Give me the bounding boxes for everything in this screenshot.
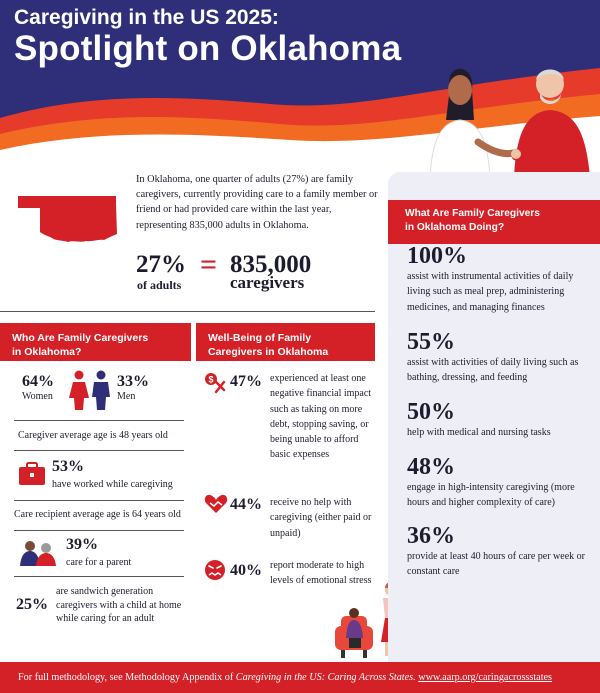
divider: [14, 530, 184, 531]
worked-percent: 53%: [52, 458, 84, 475]
men-percent: 33%: [117, 373, 149, 390]
stress-percent: 40%: [230, 562, 262, 579]
sandwich-label: are sandwich generation caregivers with a child at home while caring for an adult: [56, 586, 182, 624]
doing-heading-line2: in Oklahoma Doing?: [405, 222, 505, 233]
stress-label: report moderate to high levels of emotional stress: [270, 560, 372, 587]
men-label: Men: [117, 391, 136, 402]
report-title: Caregiving in the US: Caring Across States.: [235, 672, 416, 683]
doing-percent: 50%: [407, 399, 455, 425]
women-label: Women: [22, 391, 53, 402]
financial-impact-label: experienced at least one negative financial impact such as taking on more debt, stopping saving, or being unable to afford basic expenses: [270, 373, 372, 461]
svg-text:$: $: [208, 374, 214, 385]
doing-label: provide at least 40 hours of care per week or constant care: [407, 551, 585, 578]
adults-percent: 27%: [136, 251, 186, 278]
briefcase-icon: [18, 462, 46, 486]
doing-label: engage in high-intensity caregiving (more hours and higher complexity of care): [407, 482, 575, 509]
doing-percent: 36%: [407, 523, 455, 549]
doing-percent: 55%: [407, 329, 455, 355]
footer: [0, 662, 600, 693]
who-heading-line1: Who Are Family Caregivers: [12, 332, 149, 344]
parent-care-icon: [18, 540, 60, 566]
wellbeing-heading-line2: Caregivers in Oklahoma: [208, 346, 329, 358]
no-help-icon: [204, 494, 228, 514]
women-percent: 64%: [22, 373, 54, 390]
wellbeing-section-heading: [196, 323, 375, 361]
sandwich-percent: 25%: [16, 596, 48, 613]
equals-sign: =: [200, 248, 218, 281]
doing-label: assist with instrumental activities of daily living such as meal prep, administering medicines, and managing finances: [407, 271, 574, 313]
divider: [14, 500, 184, 501]
divider: [14, 576, 184, 577]
divider: [14, 450, 184, 451]
who-section-heading: [0, 323, 191, 361]
doing-label: help with medical and nursing tasks: [407, 427, 551, 438]
who-heading-line2: in Oklahoma?: [12, 346, 82, 358]
doing-percent: 48%: [407, 454, 455, 480]
gender-stat: [0, 368, 191, 418]
doing-percent: 100%: [407, 243, 467, 269]
gender-icon: [68, 370, 112, 412]
financial-impact-percent: 47%: [230, 373, 262, 390]
recipient-age: Care recipient average age is 64 years old: [14, 509, 181, 520]
parent-label: care for a parent: [66, 557, 132, 568]
headline-stat: [136, 248, 386, 293]
no-help-label: receive no help with caregiving (either paid or unpaid): [270, 497, 372, 539]
caregiver-age: Caregiver average age is 48 years old: [18, 430, 168, 441]
caregiver-illustration: [420, 60, 600, 178]
parent-percent: 39%: [66, 536, 98, 553]
stress-icon: [204, 559, 226, 581]
divider: [0, 311, 375, 312]
wellbeing-heading-line1: Well-Being of Family: [208, 332, 312, 344]
methodology-link[interactable]: www.aarp.org/caringacrossstates: [418, 672, 553, 683]
intro-paragraph: In Oklahoma, one quarter of adults (27%) are family caregivers, currently providing care to a family member or friend or had provided care within the last year, representing 835,000 adults in Oklahoma.: [136, 174, 378, 231]
doing-section-heading: [388, 200, 600, 244]
worked-label: have worked while caregiving: [52, 479, 173, 490]
caregiver-count: 835,000: [230, 251, 312, 278]
caregiver-count-label: caregivers: [230, 273, 305, 292]
adults-percent-label: of adults: [137, 278, 182, 292]
doing-label: assist with activities of daily living such as bathing, dressing, and feeding: [407, 357, 579, 384]
doing-heading-line1: What Are Family Caregivers: [405, 208, 540, 219]
page-title: Spotlight on Oklahoma: [14, 29, 402, 68]
footer-text: For full methodology, see Methodology Appendix of: [18, 672, 236, 683]
doing-panel: [388, 172, 600, 662]
divider: [14, 420, 184, 421]
no-help-percent: 44%: [230, 496, 262, 513]
oklahoma-map-icon: [18, 196, 118, 252]
kicker-title: Caregiving in the US 2025:: [14, 6, 279, 29]
financial-impact-icon: [204, 372, 228, 394]
